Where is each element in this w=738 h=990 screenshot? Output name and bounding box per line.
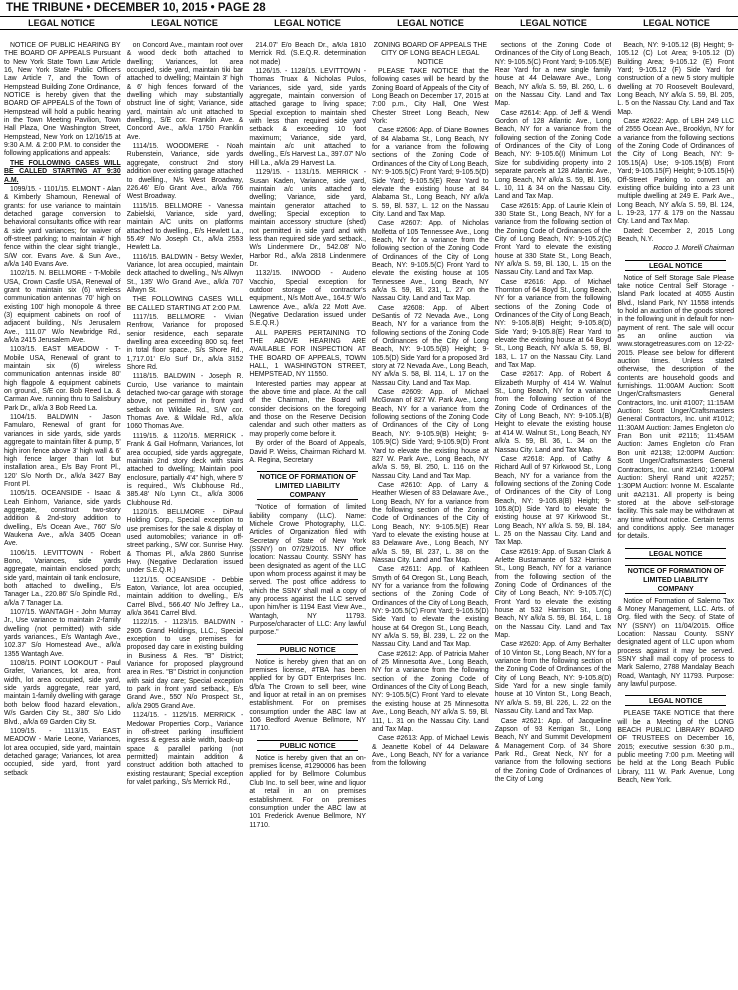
section-label: LEGAL NOTICE <box>643 18 710 28</box>
notice-paragraph: 1132/15. INWOOD - Audeno Vacchio, Special exception for outdoor storage of contractor's equipment., N/s Mott Ave., 164.5' W/o Lawrence Ave., a/k/a 22 Mott Ave. (Negative Declaration issued under S.E.Q.R.) <box>249 270 367 328</box>
notice-paragraph: PLEASE TAKE NOTICE that the following cases will be heard by the Zoning Board of Appeals of the City of Long Beach on December 17, 2015 at 7:00 p.m., City Hall, One West Chester Street Long Beach, New York: <box>372 68 489 126</box>
notice-paragraph: 1120/15. BELLMORE - DiPaul Holding Corp., Special exception to use premises for the sale & display of used automobiles; variance in off-street parking., S/W cor. Sunrise Hwy. & Thomas Pl., a/k/a 2860 Sunrise Hwy. (Negative Declaration issued under S.E.Q.R.) <box>126 508 244 575</box>
column-4 <box>372 42 489 986</box>
notice-paragraph: 1117/15. BELLMORE - Vivian Renfrow, Variance for proposed senior residence, each separate dwelling area exceeding 800 sq. feet in total floor space., S/s Shore Rd., 1,717.01' E/o Surf Dr., a/k/a 3152 Shore Rd. <box>126 314 244 372</box>
notice-paragraph: Dated: December 2, 2015 Long Beach, N.Y. <box>617 227 735 243</box>
notice-paragraph: Case #2621: App. of Jacqueline Zapson of 93 Kerrigan St., Long Beach, NY and Summit Development & Management Corp. of 34 Shore Park Rd., Great Neck, NY for a variance from the following sections of the Zoning Code of Ordinances of the City of Long <box>494 717 612 783</box>
notice-paragraph: Case #2619: App. of Susan Clark & Arlette Bustamante of 532 Harrison St., Long Beach, NY for a variance from the following section of the Zoning Code of Ordinances of the City of Long Beach, NY: 9-105.7(C) Front Yard to elevate the existing house at 532 Harrison St., Long Beach, NY a/k/a S. 59, Bl. 164, L. 18 on the Nassau City. Land and Tax Map. <box>494 548 612 640</box>
notice-paragraph: Case #2618: App. of Cathy & Richard Aull of 97 Kirkwood St., Long Beach, NY for a variance from the following sections of the Zoning Code of Ordinances of the City of Long Beach, NY: 9-105.8(B) Height; 9-105.8(D) Side Yard to elevate the existing house at 97 Kirkwood St., Long Beach, NY a/k/a S. 59, Bl. 184, L. 25 on the Nassau City. Land and Tax Map. <box>494 455 612 547</box>
notice-paragraph: Interested parties may appear at the above time and place. At the call of the Chairman, the Board will consider decisions on the foregoing and those on the Reserve Decision calendar and such other matters as may properly come before it. <box>249 380 367 438</box>
notice-paragraph: Case #2610: App. of Larry & Heather Wiesen of 83 Delaware Ave., Long Beach, NY for a variance from the following section of the Zoning Code of Ordinances of the City of Long Beach, NY: 9-105.5(E) Rear Yard to elevate the existing house at 83 Delaware Ave., Long Beach, NY a/k/a S. 59, Bl. 237, L. 38 on the Nassau City. Land and Tax Map. <box>372 481 489 564</box>
notice-paragraph: Beach, NY: 9-105.12 (B) Height; 9-105.12 (C) Lot Area; 9-105.12 (D) Building Area; 9-105.12 (E) Front Yard; 9-105.12 (F) Side Yard for construction of a new 5 story multiple dwelling at 70 Roosevelt Boulevard, Long Beach, NY a/k/a S. 59, Bl. 205, L. 5 on the Nassau Cty. Land and Tax Map. <box>617 42 735 116</box>
notice-paragraph: 1115/15. BELLMORE - Vanessa Zabielski, Variance, side yard, maintain A/C units on platforms attached to dwelling., E/s Hewlett La., 55.49' N/o Joseph Ct., a/k/a 2553 Hewlett La. <box>126 202 244 252</box>
section-label: LEGAL NOTICE <box>28 18 95 28</box>
notice-heading: NOTICE OF FORMATION OF LIMITED LIABILITY COMPANY <box>625 565 726 594</box>
notice-paragraph: Case #2612: App. of Patricia Maher of 25 Minnesotta Ave., Long Beach, NY for a variance from the following section of the Zoning Code of Ordinances of the City of Long Beach, NY: 9-105.5(C) Front Yard to elevate the existing house at 25 Minnesotta Ave., Long Beach, NY a/k/a S. 59, Bl. 111, L. 31 on the Nassau City. Land and Tax Map. <box>372 650 489 733</box>
notice-paragraph: Case #2617: App. of Robert & Elizabeth Murphy of 414 W. Walnut St., Long Beach, NY for a variance from the following section of the Zoning Code of Ordinances of the City of Long Beach, NY: 9-105.1(B) Height to elevate the existing house at 414 W. Walnut St., Long Beach, NY a/k/a S. 59, Bl. 36, L. 34 on the Nassau City. Land and Tax Map. <box>494 371 612 454</box>
notice-paragraph: 1129/15. - 1131/15. MERRICK - Susan Kaden, Variance, side yard, maintain a/c units attached to dwelling; Variance, side yard, maintain generator attached to dwelling; Special exception to maintain accessory structure (shed) not permitted in side yard and with less than required side yard setback., W/s Lindenmere Dr., 542.08' N/o Harbor Rd., a/k/a 2818 Lindenmere Dr. <box>249 169 367 268</box>
notice-paragraph: Case #2615: App. of Laurie Klein of 330 State St., Long Beach, NY for a variance from the following section of the Zoning Code of Ordinances of the City of Long Beach, NY: 9-105.2(C) Front Yard to elevate the existing house at 330 State St., Long Beach, NY a/k/a S. 59, Bl. 130, L. 15 on the Nassau City. Land and Tax Map. <box>494 202 612 277</box>
notice-paragraph: 1099/15. - 1101/15. ELMONT - Alan & Kimberly Shamoun, Renewal of grants: for use variance to maintain detached garage conversion to behavioral consultants office with rear & side yard variances; for waiver of off-street parking; to maintain 4' high fence within the clear sight triangle., S/W cor. Evans Ave. & Sun Ave., a/k/a 140 Evans Ave. <box>4 185 121 268</box>
notice-paragraph: Notice of Self Storage Sale Please take notice Central Self Storage - Island Park located at 4055 Austin Blvd., Island Park, NY 11558 intends to hold an auction of the goods stored in the following unit in default for non-payment of rent. The sale will occur as an online auction via www.storagetreasures.com on 12-22-2015. Please see below for different auction times. Unless stated otherwise, the description of the contents are household goods and furnishings. 11:00AM Auction: Scott Unger/Craftsmasters General Contractors, Inc. unit #1007; 11:15AM Auction: Scott Unger/Craftsmasters General Contractors, Inc. unit #1012; 11:30AM Auction: James Engleton c/o Fran Bon unit #2115; 11:45AM Auction: James Engleton c/o Fran Bon unit #2138; 12:00PM Auction: Scott Unger/Craftsmasters General Contractors, Inc. unit #2140; 1:00PM Auction: Sheryl Rand unit #2257; 1:30PM Auction: Ivonne M. Escalante unit #A2131. All property is being stored at the above self-storage facility. This sale may be withdrawn at any time without notice. Certain terms and conditions apply. See manager for details. <box>617 274 735 541</box>
notice-heading: PUBLIC NOTICE <box>257 740 358 751</box>
notice-paragraph: Notice of Formation of Salerno Tax & Money Management, LLC. Arts. of Org. filed with the Secy. of State of NY (SSNY) on 11/04/2015. Office Location: Nassau County. SSNY designated agent of LLC upon whom process against it may be served. SSNY shall mail copy of process to Mark Salerno, 2788 Mandalay Beach Road, Wantagh, NY 11793. Purpose: any lawful purpose. <box>617 597 735 689</box>
notice-paragraph: 1126/15. - 1128/15. LEVITTOWN - Thomas Truax & Nicholas Pulos, Variances, side yard, side yards aggregate, maintain conversion of attached garage to living space; Special exception to maintain shed with less than required side yard setback & exceeding 10 foot maximum; Variance, side yard, maintain a/c unit attached to dwelling., E/s Harvest La., 397.07' N/o Hill La., a/k/a 29 Harvest La. <box>249 68 367 167</box>
notice-paragraph: 1114/15. WOODMERE - Noah Rubenstein, Variance, side yards aggregate, construct 2nd story addition over existing garage attached to dwelling., N/s West Broadway, 226.46' E/o Grant Ave., a/k/a 766 West Broadway. <box>126 143 244 201</box>
notice-paragraph: NOTICE OF PUBLIC HEARING BY THE BOARD OF APPEALS Pursuant to New York State Town Law Article 16, New York State Public Officers Law Article 7, and the Town of Hempstead Building Zone Ordinance, NOTICE is hereby given that the BOARD OF APPEALS of the Town of Hempstead will hold a public hearing in the Town Meeting Pavilion, Town Hall Plaza, One Washington Street, Hempstead, New York on 12/16/15 at 9:30 A.M. & 2:00 P.M. to consider the following applications and appeals: <box>4 42 121 158</box>
notice-columns <box>4 42 734 986</box>
notice-paragraph: Case #2614: App. of Jeff & Wendi Gordon of 128 Atlantic Ave., Long Beach, NY for a variance from the following section of the Zoning Code of Ordinances of the City of Long Beach, NY: 9-105.6(I) Minimum Lot Size for subdividing property into 2 separate parcels at 128 Atlantic Ave., Long Beach, NY a/k/a S. 59, Bl. 196, L. 10, 11 & 34 on the Nassau City. Land and Tax Map. <box>494 109 612 201</box>
notice-paragraph: Case #2620: App. of Amy Berhalter of 10 Vinton St., Long Beach, NY for a variance from the following section of the Zoning Code of Ordinances of the City of Long Beach, NY: 9-105.8(D) Side Yard for a new single family house at 10 Vinton St., Long Beach, NY a/k/a S. 59, Bl. 226, L. 22 on the Nassau City. Land and Tax Map. <box>494 641 612 716</box>
column-5 <box>495 42 612 986</box>
notice-paragraph: 1121/15. OCEANSIDE - Debbie Eaton, Variance, lot area occupied, maintain addition to dwelling., E/s Carrel Blvd., 566.40' N/o Jeffrey La., a/k/a 3641 Carrel Blvd. <box>126 576 244 618</box>
notice-paragraph: Case #2607: App. of Nicholas Molfetta of 105 Tennessee Ave., Long Beach, NY for a variance from the following section of the Zoning Code of Ordinances of the City of Long Beach, NY: 9-105.5(C) Front Yard to elevate the existing house at 105 Tennessee Ave., Long Beach, NY a/k/a S. 59, Bl. 231, L. 27 on the Nassau City. Land and Tax Map. <box>372 220 489 303</box>
notice-paragraph: 1122/15. - 1123/15. BALDWIN - 2905 Grand Holdings, LLC., Special exception to use premises for proposed day care in existing building in Business & Res. "B" District; Variance for proposed playground area in Res. "B" District in conjunction with said day care; Special exception to park in front yard setback., E/s Grand Ave., 550' N/o Prospect St., a/k/a 2905 Grand Ave. <box>126 619 244 710</box>
notice-paragraph: 1103/15. EAST MEADOW - T-Mobile USA, Renewal of grant to maintain six (6) wireless communication antennas inside 80' high flagpole & equipment cabinets on ground., S/E cor. Bob Reed La. & Carman Ave. running thru to Salisbury Park Dr., a/k/a 3 Bob Reed La. <box>4 346 121 412</box>
column-1 <box>4 42 121 986</box>
notice-paragraph: THE FOLLOWING CASES WILL BE CALLED STARTING AT 2:00 P.M. <box>126 296 244 312</box>
section-label: LEGAL NOTICE <box>520 18 587 28</box>
notice-paragraph: 1102/15. N. BELLMORE - T-Mobile USA, Crown Castle USA, Renewal of grant to maintain six (6) wireless communication antennas 70' high on existing 100' high monopole & three (3) equipment cabinets on roof of adjacent building., N/s Jerusalem Ave., 111.07' W/o Newbridge Rd., a/k/a 2415 Jerusalem Ave. <box>4 270 121 345</box>
notice-paragraph: Case #2622: App. of LBH 249 LLC of 2555 Ocean Ave., Brooklyn, NY for a variance from the following sections of the Zoning Code of Ordinances of the City of Long Beach, NY: 9-105.15(A) Use; 9-105.15(B) Front Yard; 9-105.15(F) Height; 9-105.15(H) Off-Street Parking to convert an existing office building into a 23 unit multiple dwelling at 249 E. Park Ave., Long Beach, NY a/k/a S. 59, Bl. 124, L. 19-23, 177 & 179 on the Nassau Cty. Land and Tax Map. <box>617 118 735 226</box>
masthead-text: THE TRIBUNE • DECEMBER 10, 2015 • PAGE 28 <box>6 2 266 14</box>
notice-paragraph: Case #2609: App. of Michael McGowan of 827 W. Park Ave., Long Beach, NY for a variance from the following sections of the Zoning Code of Ordinances of the City of Long Beach, NY: 9-105.9(B) Height; 9-105.9(C) Side Yard; 9-105.9(D) Front Yard to elevate the existing house at 827 W. Park Ave., Long Beach, NY a/k/a S. 59, Bl. 250, L. 116 on the Nassau City. Land and Tax Map. <box>372 389 489 480</box>
notice-heading: PUBLIC NOTICE <box>257 644 358 655</box>
notice-paragraph: 1105/15. OCEANSIDE - Isaac & Leah Einhorn, Variance, side yards aggregate, construct two-story addition & 2nd-story addition to dwelling., E/s Ocean Ave., 760' S/o Waukena Ave., a/k/a 3405 Ocean Ave. <box>4 490 121 548</box>
notice-paragraph: sections of the Zoning Code of Ordinances of the City of Long Beach, NY: 9-105.5(C) Front Yard; 9-105.5(E) Rear Yard for a new single family house at 44 Delaware Ave., Long Beach, NY a/k/a S. 59, Bl. 260, L. 6 on the Nassau City. Land and Tax Map. <box>494 42 612 108</box>
notice-paragraph: ZONING BOARD OF APPEALS THE CITY OF LONG BEACH LEGAL NOTICE <box>373 42 487 66</box>
notice-paragraph: 1106/15. LEVITTOWN - Robert Bono, Variances, side yards aggregate, maintain enclosed porch; side yard, maintain oil tank enclosure, both attached to dwelling., E/s Tanager La., 220.86' S/o Spindle Rd., a/k/a 7 Tanager La. <box>4 549 121 607</box>
notice-paragraph: THE FOLLOWING CASES WILL BE CALLED STARTING AT 9:30 A.M. <box>4 159 121 184</box>
notice-paragraph: on Concord Ave., maintain roof over & wood deck both attached to dwelling; Variances, lot area occupied, side yard, maintain tiki bar attached to dwelling; Maintain 3' high & 6' high fences forward of the dwelling which may substantially obstruct line of sight; Variance, side yard, maintain a/c unit attached to dwelling., S/E cor. Franklin Ave. & Concord Ave., a/k/a 1750 Franklin Ave. <box>126 42 244 141</box>
notice-paragraph: 1124/15. - 1125/15. MERRICK - Medowar Properties Corp., Variance in off-street parking insufficient ingress & egress aisle width, back-up space & parallel parking (not permitted) maintain addition & construct addition both attached to existing restaurant; Special exception for valet parking., S/s Merrick Rd., <box>126 712 244 786</box>
column-3 <box>249 42 366 986</box>
notice-paragraph: ALL PAPERS PERTAINING TO THE ABOVE HEARING ARE AVAILABLE FOR INSPECTION AT THE BOARD OF APPEALS, TOWN HALL, 1 WASHINGTON STREET, HEMPSTEAD, NY 11550. <box>249 329 367 379</box>
masthead <box>0 0 738 16</box>
section-label: LEGAL NOTICE <box>397 18 464 28</box>
notice-paragraph: 1118/15. BALDWIN - Joseph R. Curcio, Use variance to maintain detached two-car garage with storage above, not permitted in front yard setback on Wildale Rd., S/W cor. Thomas Ave. & Wildale Rd., a/k/a 1060 Thomas Ave. <box>126 373 244 431</box>
notice-paragraph: Rocco J. Morelli Chairman <box>653 245 735 253</box>
column-6 <box>617 42 734 986</box>
notice-paragraph: Case #2611: App. of Kathleen Smyth of 64 Oregon St., Long Beach, NY for a variance from the following sections of the Zoning Code of Ordinances of the City of Long Beach, NY: 9-105.5(C) Front Yard; 9-105.5(D) Side Yard to elevate the existing house at 64 Oregon St., Long Beach, NY a/k/a S. 59, Bl. 239, L. 22 on the Nassau City. Land and Tax Map. <box>372 566 489 649</box>
notice-heading: LEGAL NOTICE <box>625 548 726 559</box>
notice-paragraph: 1109/15. - 1113/15. EAST MEADOW - Marie Leone, Variances, lot area occupied, side yard, maintain detached garage; Variances, lot area occupied, side yard, front yard setback <box>4 727 121 777</box>
notice-heading: LEGAL NOTICE <box>625 260 726 271</box>
notice-paragraph: 214.07' E/o Beach Dr., a/k/a 1810 Merrick Rd. (S.E.Q.R. determination not made) <box>249 42 367 66</box>
section-label: LEGAL NOTICE <box>151 18 218 28</box>
section-label: LEGAL NOTICE <box>274 18 341 28</box>
notice-paragraph: Case #2616: App. of Michael Thornton of 64 Boyd St., Long Beach, NY for a variance from the following sections of the Zoning Code of Ordinances of the City of Long Beach, NY: 9-105.8(B) Height; 9-105.8(D) Side Yard; 9-105.8(E) Rear Yard to elevate the existing house at 64 Boyd St., Long Beach, NY a/k/a S. 59, Bl. 183, L. 17 on the Nassau City. Land and Tax Map. <box>494 278 612 370</box>
notice-paragraph: 1104/15. BALDWIN - Jason Famularo, Renewal of grant for variances in side yards, side yards aggregate to maintain filter & pump, 5' high iron fence above 3' high wall & 6' high fence larger than lot but installation area., E/s Bay Front Pl., 120' S/o North Dr., a/k/a 3427 Bay Front Pl. <box>4 414 121 488</box>
notice-paragraph: By order of the Board of Appeals, David P. Weiss, Chairman Richard M. A. Regina, Secretary <box>249 440 367 464</box>
notice-heading: LEGAL NOTICE <box>625 695 726 706</box>
notice-paragraph: Notice is hereby given that an on premises license, #TBA has been applied for by GDT Enterprises Inc. d/b/a The Crown to sell beer, wine and liquor at retail in an on premises establishment. For on premises consumption under the ABC law at 106 Bedford Avenue Bellmore, NY 11710. <box>249 658 367 733</box>
notice-paragraph: Notice is hereby given that an on-premises license, #1290006 has been applied for by Bellmore Columbus Club Inc. to sell beer, wine and liquor at retail in an on premises establishment. For on premises consumption under the ABC law at 101 Frederick Avenue Bellmore, NY 11710. <box>249 754 367 829</box>
notice-paragraph: 1107/15. WANTAGH - John Murray Jr., Use variance to maintain 2-family dwelling (not permitted) with side yards variances., E/s Wantagh Ave., 102.37' S/o Homestead Ave., a/k/a 1355 Wantagh Ave. <box>4 609 121 658</box>
notice-paragraph: "Notice of formation of limited liability company (LLC). Name: Michele Crowe Photography, LLC. Articles of Organization filed with Secretary of State of New York (SSNY) on 07/29/2015. NY office location: Nassau County. SSNY has been designated as agent of the LLC upon whom process against it may be served. The post office address to which the SSNY shall mail a copy of any process against the LLC served upon him/her is 1194 East View Ave., Wantagh, NY 11793. Purpose/character of LLC: Any lawful purpose." <box>249 504 367 637</box>
notice-paragraph: Case #2608: App. of Albert DeSantis of 72 Nevada Ave., Long Beach, NY for a variance from the following sections of the Zoning Code of Ordinances of the City of Long Beach, NY: 9-105.5(B) Height; 9-105.5(D) Side Yard for a proposed 3rd story at 72 Nevada Ave., Long Beach, NY a/k/a S. 58, Bl. 114, L. 17 on the Nassau City. Land and Tax Map. <box>372 304 489 387</box>
column-2 <box>127 42 244 986</box>
notice-paragraph: 1108/15. POINT LOOKOUT - Paul Grafer, Variances, lot area, front width, lot area occupied, side yard, side yards aggregate, rear yard, maintain 1-family dwelling with garage both below flood hazard elevation., W/s Garden City St., 380' S/o Lido Blvd., a/k/a 69 Garden City St. <box>4 660 121 726</box>
notice-paragraph: Case #2606: App. of Diane Bownes of 84 Alabama St., Long Beach, NY for a variance from the following sections of the Zoning Code of Ordinances of the City of Long Beach, NY: 9-105.5(C) Front Yard; 9-105.5(D) Side Yard; 9-105.5(E) Rear Yard to elevate the existing house at 84 Alabama St., Long Beach, NY a/k/a S. 59, Bl. 537, L. 12 on the Nassau City. Land and Tax Map. <box>372 127 489 218</box>
section-label-row <box>0 16 738 30</box>
notice-paragraph: 1116/15. BALDWIN - Betsy Wexler, Variance, lot area occupied, maintain deck attached to dwelling., N/s Allwyn St., 135' W/o Grand Ave., a/k/a 707 Allwyn St. <box>126 253 244 294</box>
notice-paragraph: PLEASE TAKE NOTICE that there will be a Meeting of the LONG BEACH PUBLIC LIBRARY BOARD OF TRUSTEES on December 16, 2015; executive session 6:30 p.m., public meeting 7:00 p.m. Meeting will be held at the Long Beach Public Library, 111 W. Park Avenue, Long Beach, New York. <box>617 710 735 785</box>
notice-heading: NOTICE OF FORMATION OF LIMITED LIABILITY COMPANY <box>257 471 358 500</box>
notice-paragraph: 1119/15. & 1120/15. MERRICK - Frank & Gail Hofmann, Variances, lot area occupied, side yards aggregate, maintain 2nd story deck with stairs attached to dwelling; Maintain pool enclosure, partially 4'4" high, where 5' is required., W/s Clubhouse Rd., 385.48' N/o Lynn Ct., a/k/a 3006 Clubhouse Rd. <box>126 432 244 507</box>
notice-paragraph: Case #2613: App. of Michael Lewis & Jeanette Kobel of 44 Delaware Ave., Long Beach, NY for a variance from the following <box>372 735 489 768</box>
